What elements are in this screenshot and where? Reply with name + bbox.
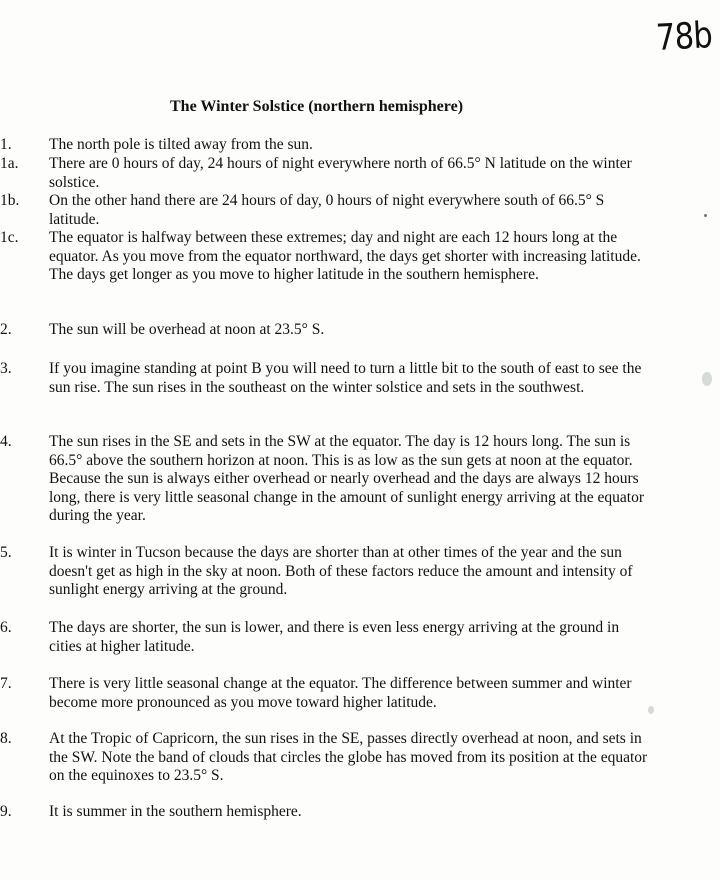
item-text: It is winter in Tucson because the days are shorter than at other times of the year and the sun doesn't get as high in the sky at noon. Both of these factors reduce the amount and intensity of sunlight energy arriving at the ground. [49, 544, 633, 598]
item-text: The sun will be overhead at noon at 23.5° S. [49, 321, 325, 338]
item-text: The north pole is tilted away from the sun. [49, 136, 313, 153]
item-number: 1b. [0, 192, 20, 209]
item-number: 3. [0, 360, 12, 377]
item-text: The equator is halfway between these extremes; day and night are each 12 hours long at the equator. As you move from the equator northward, the days get shorter with increasing latitude. The days get longer as you move to higher latitude in the southern hemisphere. [49, 229, 641, 283]
item-number: 1c. [0, 229, 19, 246]
item-number: 8. [0, 730, 12, 747]
handwritten-page-number: 78b [655, 15, 713, 59]
item-number: 9. [0, 803, 12, 820]
item-text: There is very little seasonal change at the equator. The difference between summer and winter become more pronounced as you move toward higher latitude. [49, 675, 632, 711]
item-number: 5. [0, 544, 12, 561]
item-number: 7. [0, 675, 12, 692]
scan-speck [704, 214, 707, 217]
item-text: There are 0 hours of day, 24 hours of night everywhere north of 66.5° N latitude on the winter solstice. [49, 155, 632, 191]
item-text: At the Tropic of Capricorn, the sun rises in the SE, passes directly overhead at noon, and sets in the SW. Note the band of clouds that circles the globe has moved from its position at the equator on the equinoxes to 23.5° S. [49, 730, 648, 784]
item-number: 1a. [0, 155, 19, 172]
item-number: 6. [0, 619, 12, 636]
item-text: The days are shorter, the sun is lower, and there is even less energy arriving at the ground in cities at higher latitude. [49, 619, 620, 655]
item-number: 4. [0, 433, 12, 450]
item-number: 2. [0, 321, 12, 338]
item-text: If you imagine standing at point B you will need to turn a little bit to the south of east to see the sun rise. The sun rises in the southeast on the winter solstice and sets in the southwest. [49, 360, 642, 396]
item-text: The sun rises in the SE and sets in the SW at the equator. The day is 12 hours long. The sun is 66.5° above the southern horizon at noon. This is as low as the sun gets at noon at the equator. Because the sun is always either overhead or nearly overhead and the days are always 12 hours long, there is very little seasonal change in the amount of sunlight energy arriving at the equator during the year. [49, 433, 645, 524]
scan-speck [648, 706, 654, 714]
page-title: The Winter Solstice (northern hemisphere) [170, 98, 464, 115]
item-number: 1. [0, 136, 12, 153]
item-text: It is summer in the southern hemisphere. [49, 803, 302, 820]
item-text: On the other hand there are 24 hours of day, 0 hours of night everywhere south of 66.5° S latitude. [49, 192, 605, 228]
scan-speck [702, 372, 712, 386]
